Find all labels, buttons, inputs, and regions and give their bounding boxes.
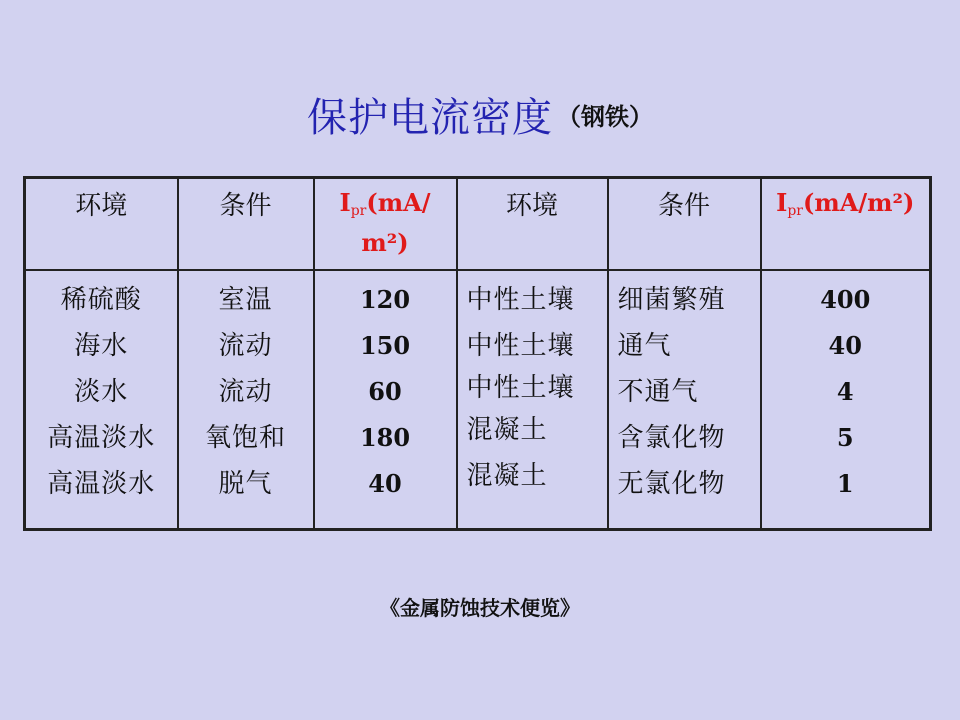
environment-item: 高温淡水 (47, 469, 156, 499)
ipr-value: 180 (359, 423, 411, 452)
page-title (0, 86, 960, 143)
header-condition-left: 条件 (178, 178, 314, 271)
environment-item: 稀硫酸 (60, 285, 142, 315)
ipr-unit-line1: (mA/ (366, 188, 431, 217)
condition-item: 氧饱和 (204, 423, 286, 453)
ipr-value: 4 (836, 377, 854, 406)
header-ipr-left (314, 178, 457, 271)
environment-cell-right (457, 270, 608, 530)
title-material: （钢铁） (557, 103, 653, 131)
environment-item: 混凝土 (466, 415, 548, 445)
table-header-row (25, 178, 931, 271)
condition-cell-right (608, 270, 761, 530)
ipr-subscript: pr (787, 203, 803, 219)
header-environment-left: 环境 (25, 178, 178, 271)
table-body-row (25, 270, 931, 530)
environment-item: 中性土壤 (466, 331, 575, 361)
environment-cell-left (25, 270, 178, 530)
environment-item: 混凝土 (466, 461, 548, 491)
ipr-value: 60 (368, 377, 402, 406)
current-density-table (23, 176, 932, 531)
environment-item: 淡水 (74, 377, 129, 407)
ipr-subscript: pr (350, 203, 367, 219)
ipr-value: 120 (359, 285, 411, 314)
ipr-symbol: I (339, 188, 351, 217)
header-condition-right: 条件 (608, 178, 761, 271)
environment-item: 中性土壤 (466, 373, 575, 403)
condition-item: 室温 (218, 285, 273, 315)
ipr-cell-left (314, 270, 457, 530)
header-environment-right: 环境 (457, 178, 608, 271)
ipr-value: 150 (359, 331, 411, 360)
ipr-symbol: I (776, 188, 788, 217)
environment-item: 海水 (74, 331, 129, 361)
condition-item: 流动 (218, 331, 273, 361)
source-citation: 《金属防蚀技术便览》 (380, 596, 580, 620)
title-main: 保护电流密度 (307, 95, 553, 141)
condition-item: 含氯化物 (617, 423, 726, 453)
condition-cell-left (178, 270, 314, 530)
header-ipr-right (761, 178, 931, 271)
ipr-value: 5 (836, 423, 854, 452)
ipr-value: 40 (828, 331, 862, 360)
ipr-cell-right (761, 270, 931, 530)
ipr-value: 1 (836, 469, 854, 498)
condition-item: 无氯化物 (617, 469, 726, 499)
condition-item: 流动 (218, 377, 273, 407)
condition-item: 细菌繁殖 (617, 285, 726, 315)
ipr-unit: (mA/m²) (802, 188, 915, 217)
ipr-value: 40 (368, 469, 402, 498)
environment-item: 高温淡水 (47, 423, 156, 453)
environment-item: 中性土壤 (466, 285, 575, 315)
condition-item: 不通气 (617, 377, 699, 407)
ipr-value: 400 (820, 285, 871, 314)
ipr-unit-line2: m²) (361, 228, 409, 257)
condition-item: 脱气 (218, 469, 273, 499)
condition-item: 通气 (617, 331, 672, 361)
